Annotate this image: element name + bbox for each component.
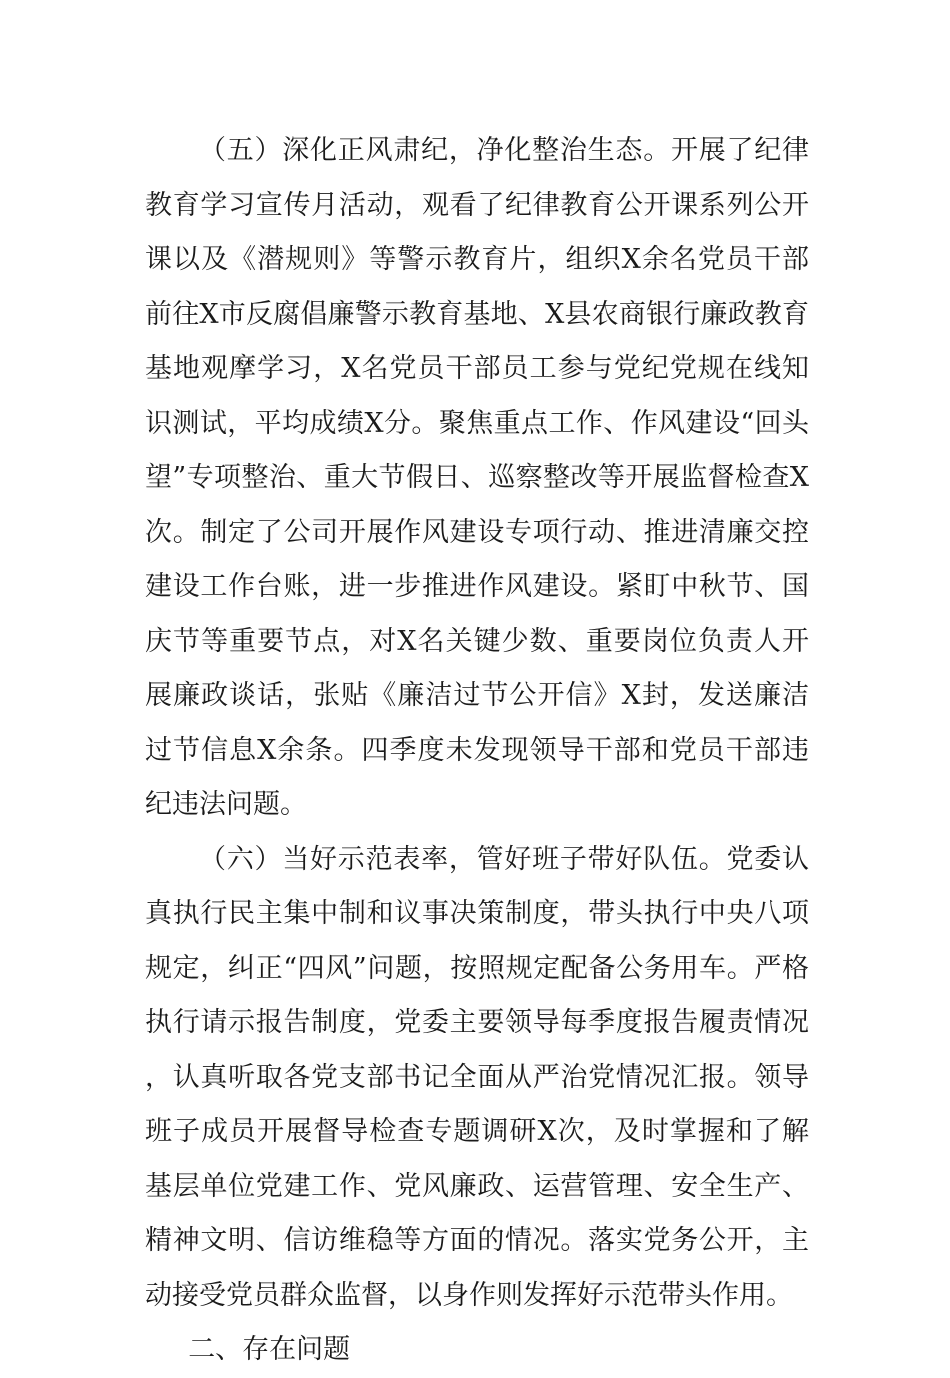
section-heading-problems: 二、存在问题: [188, 1334, 351, 1365]
document-body: [145, 124, 809, 1378]
paragraph-section-6: （六）当好示范表率，管好班子带好队伍。党委认真执行民主集中制和议事决策制度，带头执行中央八项规定，纠正“四风”问题，按照规定配备公务用车。严格执行请示报告制度，党委主要领导每季度报告履责情况，认真听取各党支部书记全面从严治党情况汇报。领导班子成员开展督导检查专题调研X次，及时掌握和了解基层单位党建工作、党风廉政、运营管理、安全生产、精神文明、信访维稳等方面的情况。落实党务公开，主动接受党员群众监督，以身作则发挥好示范带头作用。: [145, 843, 809, 1311]
paragraph-section-5: （五）深化正风肃纪，净化整治生态。开展了纪律教育学习宣传月活动，观看了纪律教育公开课系列公开课以及《潜规则》等警示教育片，组织X余名党员干部前往X市反腐倡廉警示教育基地、X县农商银行廉政教育基地观摩学习，X名党员干部员工参与党纪党规在线知识测试，平均成绩X分。聚焦重点工作、作风建设“回头望”专项整治、重大节假日、巡察整改等开展监督检查X次。制定了公司开展作风建设专项行动、推进清廉交控建设工作台账，进一步推进作风建设。紧盯中秋节、国庆节等重要节点，对X名关键少数、重要岗位负责人开展廉政谈话，张贴《廉洁过节公开信》X封，发送廉洁过节信息X余条。四季度未发现领导干部和党员干部违纪违法问题。: [145, 135, 809, 820]
